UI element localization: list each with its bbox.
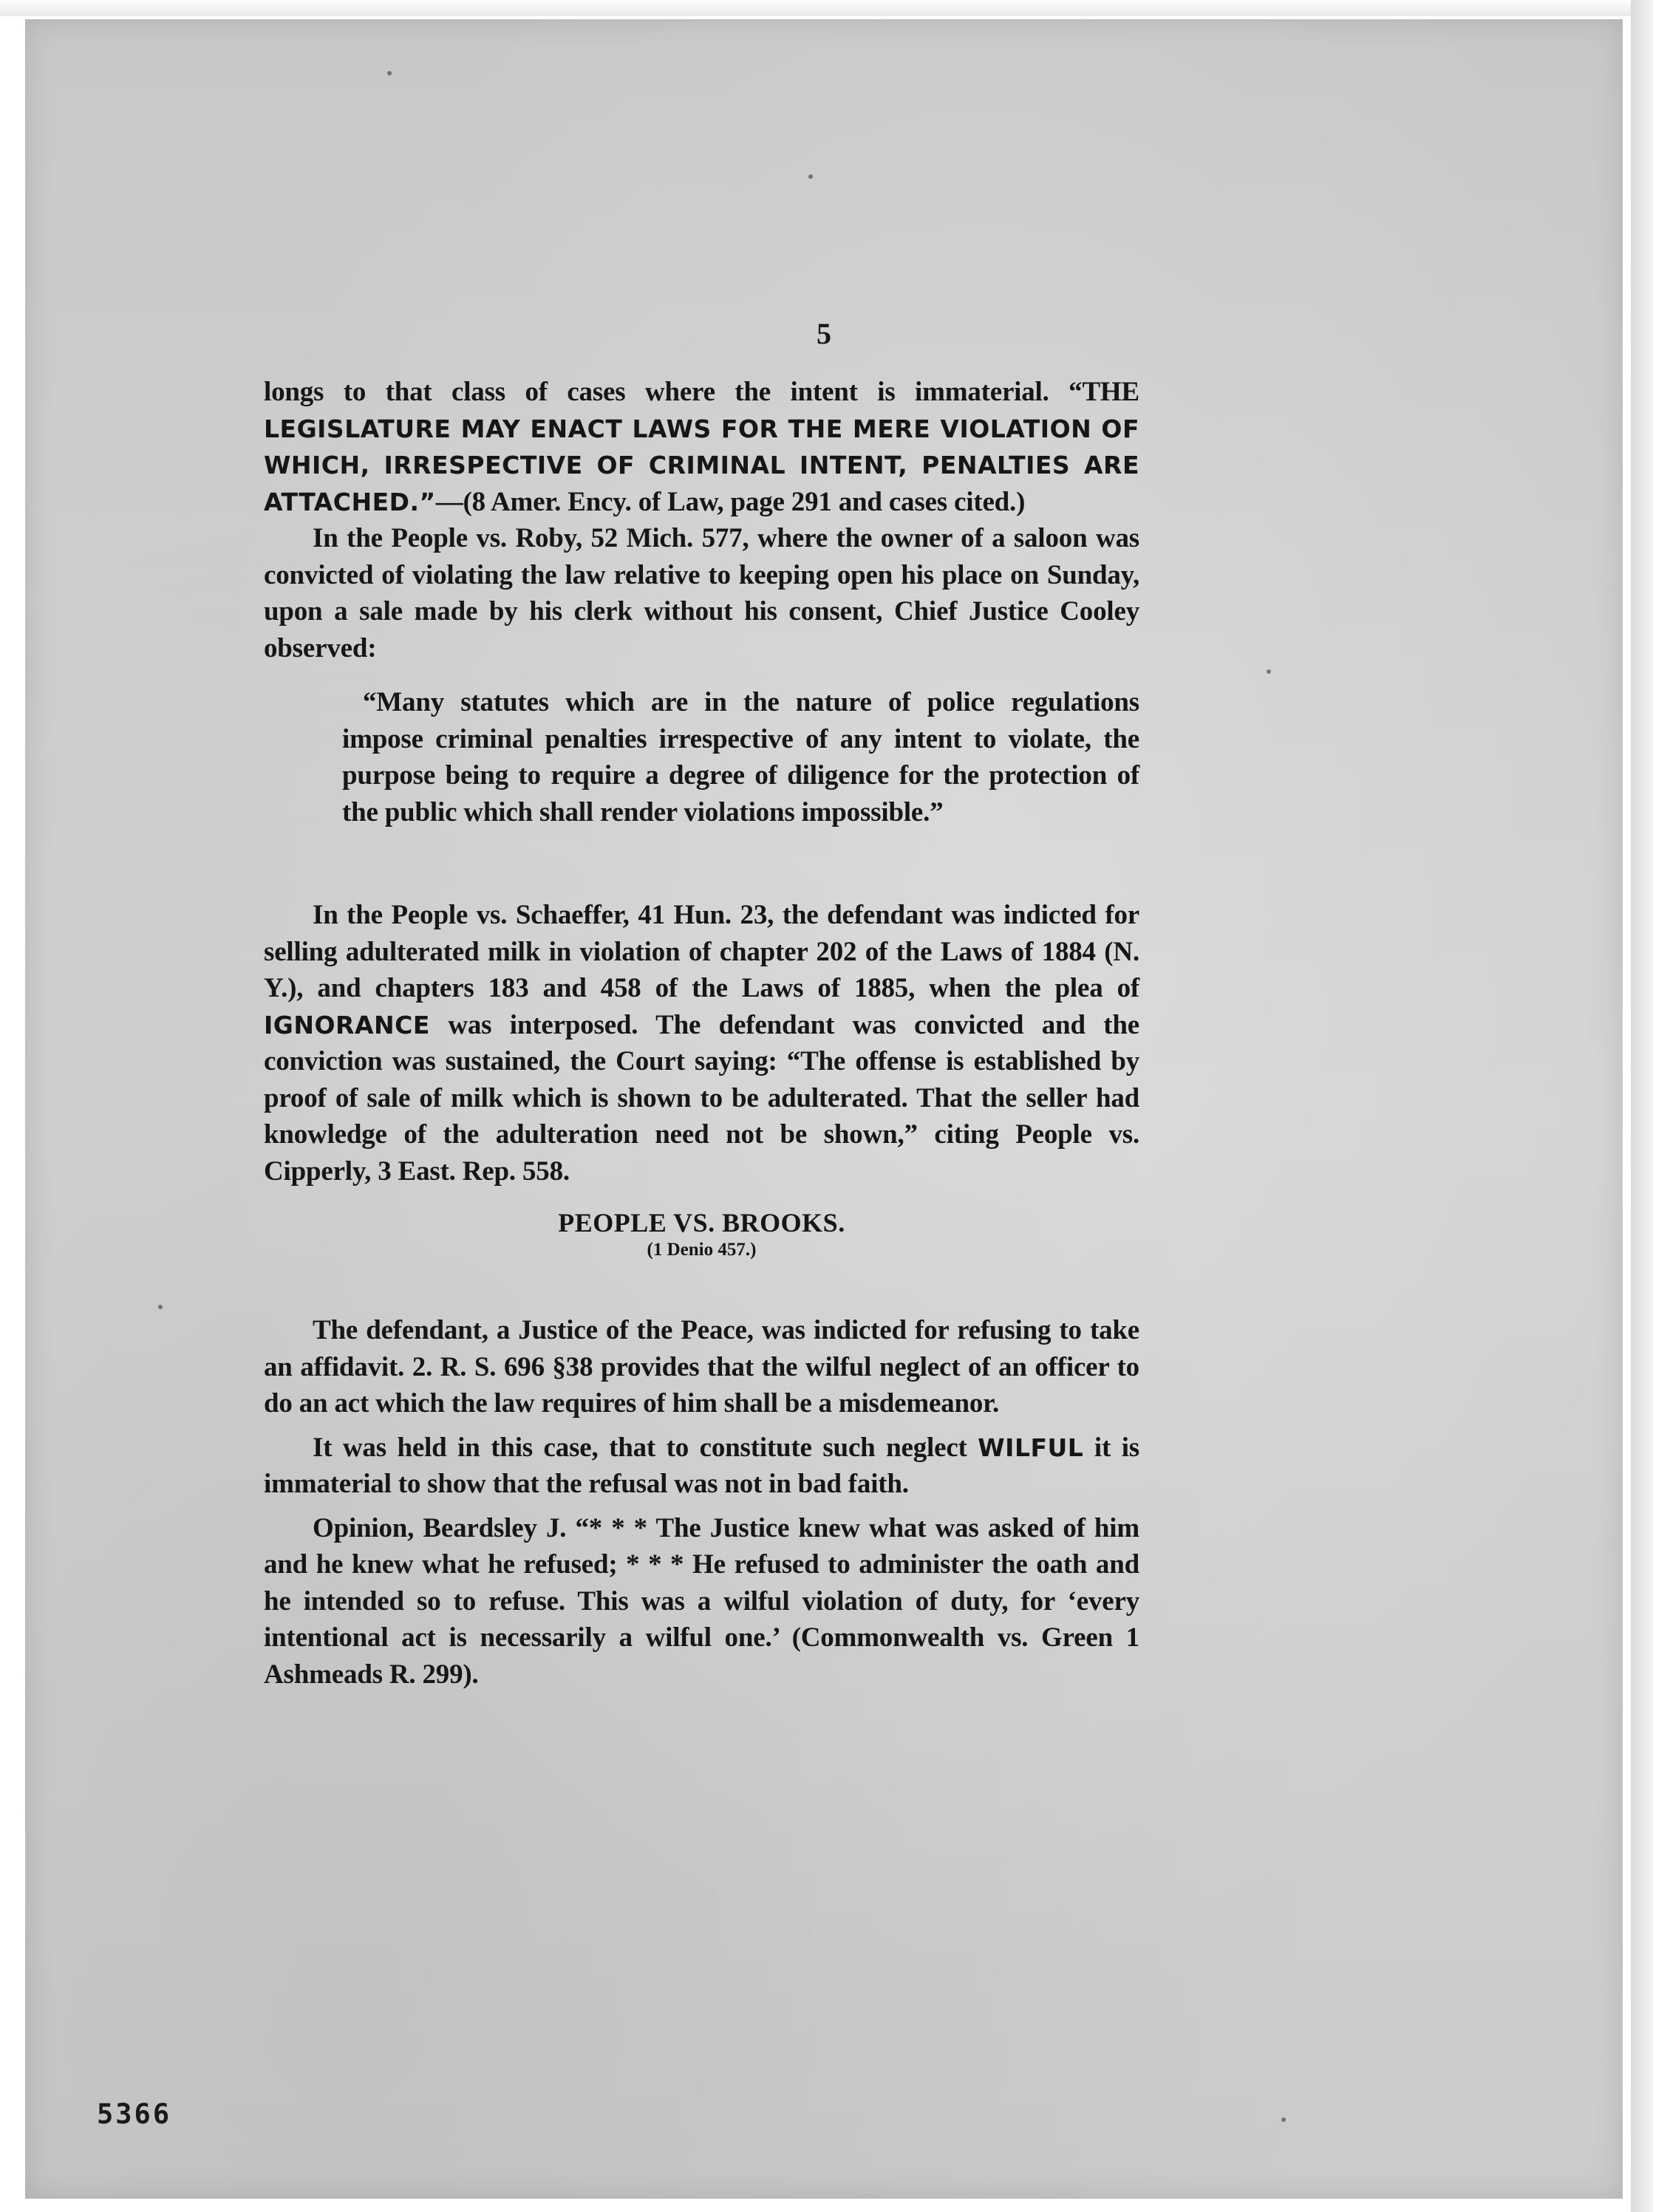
body-text — [264, 374, 1139, 1693]
scan-border-right — [1631, 0, 1653, 2212]
capitalized-quote: LEGISLATURE MAY ENACT LAWS FOR THE MERE VIOLATION OF WHICH, IRRESPECTIVE OF CRIMINAL INTENT, PENALTIES ARE ATTACHED.” — [264, 414, 1139, 516]
block-quote-cooley: “Many statutes which are in the nature of police regulations impose criminal penalties irrespective of any intent to violate, the purpose being to require a degree of diligence for the protection of the public which shall render violations impossible.” — [342, 687, 1139, 827]
paragraph-people-vs-schaeffer: In the People vs. Schaeffer, 41 Hun. 23, the defendant was indicted for selling adulterated milk in violation of chapter 202 of the Laws of 1884 (N. Y.), and chapters 183 and 458 of the Laws of 1885, when the plea of IGNORANCE was interposed. The defendant was convicted and the conviction was sustained, the Court saying: “The offense is established by proof of sale of milk which is shown to be adulterated. That the seller had knowledge of the adulteration need not be shown,” citing People vs. Cipperly, 3 East. Rep. 558. — [264, 900, 1139, 1187]
paragraph-brooks-opinion: Opinion, Beardsley J. “* * * The Justice knew what was asked of him and he knew what he refused; * * * He refused to administer the oath and he intended so to refuse. This was a wilful violation of duty, for ‘every intentional act is necessarily a wilful one.’ (Commonwealth vs. Green 1 Ashmeads R. 299). — [264, 1512, 1139, 1690]
paragraph-people-vs-roby: In the People vs. Roby, 52 Mich. 577, where the owner of a saloon was convicted of violating the law relative to keeping open his place on Sunday, upon a sale made by his clerk without his consent, Chief Justice Cooley observed: — [264, 523, 1139, 663]
scan-speck — [158, 1305, 163, 1309]
scan-border-top — [0, 0, 1653, 16]
paragraph-brooks-holding: It was held in this case, that to constitute such neglect WILFUL it is immaterial to show that the refusal was not in bad faith. — [264, 1432, 1139, 1499]
paragraph-intent-immaterial: longs to that class of cases where the intent is immaterial. “THE LEGISLATURE MAY ENACT LAWS FOR THE MERE VIOLATION OF WHICH, IRRESPECTIVE OF CRIMINAL INTENT, PENALTIES ARE ATTACHED.”—(8 Amer. Ency. of Law, page 291 and cases cited.) — [264, 377, 1139, 517]
case-citation: (1 Denio 457.) — [647, 1240, 757, 1260]
paragraph-brooks-facts: The defendant, a Justice of the Peace, was indicted for refusing to take an affidavit. 2. R. S. 696 §38 provides that the wilful neglect of an officer to do an act which the law requires of him shall be a misdemeanor. — [264, 1315, 1139, 1419]
document-stamp-number: 5366 — [97, 2098, 172, 2130]
document-page — [25, 19, 1623, 2199]
page-number: 5 — [817, 317, 831, 350]
scan-speck — [1267, 669, 1271, 674]
scan-speck — [1281, 2117, 1286, 2122]
emphasis-wilful: WILFUL — [978, 1433, 1084, 1462]
scan-speck — [387, 71, 392, 75]
case-heading: PEOPLE VS. BROOKS. — [558, 1208, 845, 1238]
scan-speck — [808, 174, 813, 179]
emphasis-ignorance: IGNORANCE — [264, 1010, 430, 1040]
